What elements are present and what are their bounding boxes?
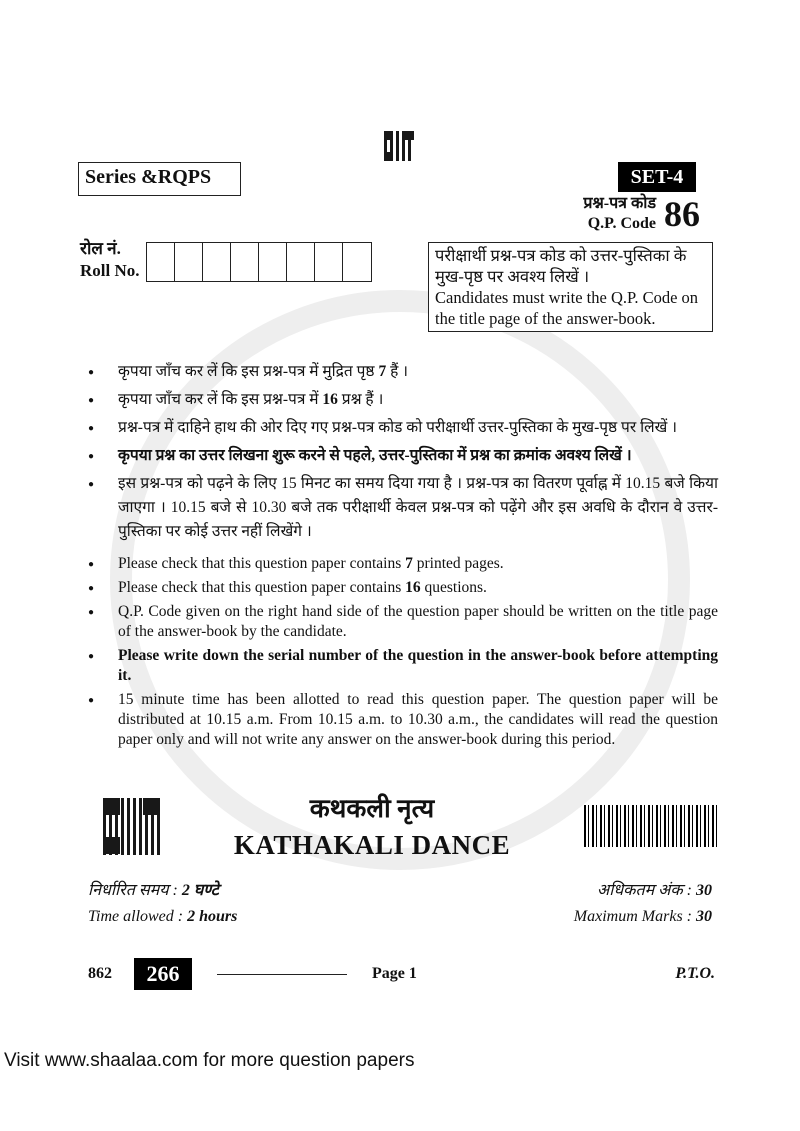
max-marks-hi: अधिकतम अंक : 30 [596, 882, 712, 899]
subject-row [88, 790, 718, 862]
roll-label-en: Roll No. [80, 261, 140, 280]
time-marks-row [88, 880, 712, 928]
instruction-item: ● 15 minute time has been allotted to read this question paper. The question paper will be distributed at 10.15 a.m. From 10.15 a.m. to 10.30 a.m., the candidates will read the question paper only and will not write any answer on the answer-book during this period. [88, 690, 718, 750]
instruction-item: ● Please check that this question paper contains 16 questions. [88, 578, 718, 598]
instruction-item: ● कृपया जाँच कर लें कि इस प्रश्न-पत्र में 16 प्रश्न हैं । [88, 388, 718, 412]
notice-en: Candidates must write the Q.P. Code on the title page of the answer-book. [435, 288, 699, 328]
set-badge: SET-4 [618, 162, 696, 192]
instruction-item: ● कृपया जाँच कर लें कि इस प्रश्न-पत्र में मुद्रित पृष्ठ 7 हैं । [88, 360, 718, 384]
instructions-english [88, 554, 718, 750]
roll-label-hi: रोल नं. [80, 239, 121, 258]
instruction-item: ● इस प्रश्न-पत्र को पढ़ने के लिए 15 मिनट का समय दिया गया है । प्रश्न-पत्र का वितरण पूर्वाह्न में 10.15 बजे किया जाएगा । 10.15 बजे से 10.30 बजे तक परीक्षार्थी केवल प्रश्न-पत्र को पढ़ेंगे और इस अवधि के दौरान वे उत्तर-पुस्तिका पर कोई उत्तर नहीं लिखेंगे । [88, 472, 718, 544]
instruction-item: ● Q.P. Code given on the right hand side of the question paper should be written on the title page of the answer-book by the candidate. [88, 602, 718, 642]
page-number: Page 1 [372, 965, 417, 982]
qp-code: 86 [664, 194, 700, 234]
time-allowed-hi: निर्धारित समय : 2 घण्टे [88, 882, 219, 899]
footer-divider [217, 974, 347, 975]
footer [88, 958, 715, 990]
instruction-item: ● प्रश्न-पत्र में दाहिने हाथ की ओर दिए गए प्रश्न-पत्र कोड को परीक्षार्थी उत्तर-पुस्तिका के मुख-पृष्ठ पर लिखें । [88, 416, 718, 440]
qp-code-label-hi: प्रश्न-पत्र कोड [583, 195, 656, 212]
max-marks-en: Maximum Marks : 30 [573, 908, 712, 925]
time-allowed-en: Time allowed : 2 hours [88, 908, 238, 925]
pto: P.T.O. [675, 965, 715, 982]
footer-code-badge: 266 [134, 958, 192, 990]
barcode-icon [584, 805, 718, 847]
footer-code: 862 [88, 965, 112, 982]
instruction-item: ● Please write down the serial number of the question in the answer-book before attempting it. [88, 646, 718, 686]
shaalaa-banner[interactable]: Visit www.shaalaa.com for more question papers [4, 1050, 415, 1071]
subject-title-en: KATHAKALI DANCE [233, 830, 511, 860]
qr-code-icon [103, 798, 160, 855]
instruction-item: ● कृपया प्रश्न का उत्तर लिखना शुरू करने से पहले, उत्तर-पुस्तिका में प्रश्न का क्रमांक अवश्य लिखें । [88, 444, 718, 468]
subject-title-hi: कथकली नृत्य [309, 794, 435, 823]
series-box: Series &RQPS [78, 162, 241, 196]
qp-code-label-en: Q.P. Code [587, 215, 656, 232]
notice-hi: परीक्षार्थी प्रश्न-पत्र कोड को उत्तर-पुस्तिका के मुख-पृष्ठ पर अवश्य लिखें । [435, 246, 687, 286]
instructions-hindi [88, 360, 718, 544]
instruction-item: ● Please check that this question paper contains 7 printed pages. [88, 554, 718, 574]
